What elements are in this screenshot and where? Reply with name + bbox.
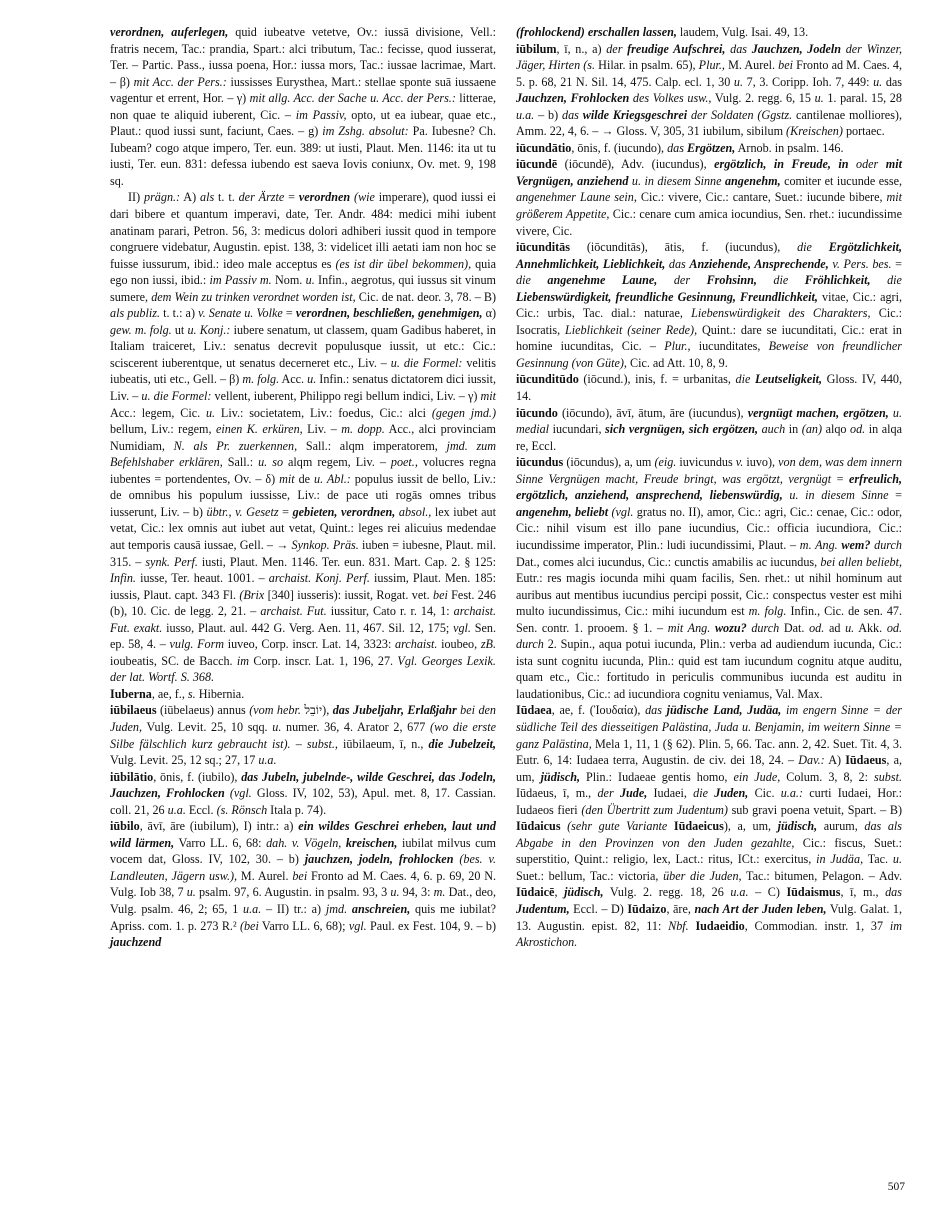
- entry-iucunde: iūcundē (iōcundē), Adv. (iucundus), ergötzlich, in Freude, in oder mit Vergnügen, anziehend u. in diesem Sinne angenehm, comiter et iucunde esse, angenehmer Laune sein, Cic.: vivere, Cic.: cantare, Suet.: iucunde bibere, mit größerem Appetite, Cic.: cenare cum amica iocundius, Sen. rhet.: iucundissime vivere, Cic.: [516, 157, 902, 238]
- entry-iubilatio: iūbilātio, ōnis, f. (iubilo), das Jubeln, jubelnde-, wilde Geschrei, das Jodeln, Jauchzen, Frohlocken (vgl. Gloss. IV, 102, 53), Apul. met. 8, 17. Cassian. coll. 21, 26 u.a. Eccl. (s. Rönsch Itala p. 74).: [110, 769, 496, 817]
- entry-iubilo: iūbilo, āvī, āre (iubilum), I) intr.: a) ein wildes Geschrei erheben, laut und wild lärmen, Varro LL. 6, 68: dah. v. Vögeln, kreischen, iubilat milvus cum vocem dat, Gloss. IV, 102, 30. – b) jauchzen, jodeln, frohlocken (bes. v. Landleuten, Jägern usw.), M. Aurel. bei Fronto ad M. Caes. 4, 6. p. 69, 20 N. Vulg. Iob 38, 7 u. psalm. 97, 6. Augustin. in psalm. 93, 3 u. 94, 3: m. Dat., deo, Vulg. psalm. 46, 2; 65, 1 u.a. – II) tr.: a) jmd. anschreien, quis me iubilat? Apriss. com. 1. p. 273 R.² (bei Varro LL. 6, 68); vgl. Paul. ex Fest. 104, 9. – b) jauchzend: [110, 819, 496, 950]
- entry-iucundo: iūcundo (iōcundo), āvī, ātum, āre (iucundus), vergnügt machen, ergötzen, u. medial iucundari, sich vergnügen, sich ergötzen, auch in (an) alqo od. in alqa re, Eccl.: [516, 405, 902, 453]
- entry-iuberna: Iuberna, ae, f., s. Hibernia.: [110, 686, 245, 701]
- entry-iubilo-continued: (frohlockend) erschallen lassen, laudem, Vulg. Isai. 49, 13.: [516, 25, 809, 39]
- entry-iucundatio: iūcundātio, ōnis, f. (iucundo), das Ergötzen, Arnob. in psalm. 146.: [516, 140, 844, 155]
- entry-iucundus: iūcundus (iōcundus), a, um (eig. iuvicundus v. iuvo), von dem, was dem innern Sinne Vergnügen macht, Freude bringt, was ergötzt, vergnügt = erfreulich, ergötzlich, anziehend, ansprechend, liebenswürdig, u. in diesem Sinne = angenehm, beliebt (vgl. gratus no. II), amor, Cic.: agri, Cic.: cenae, Cic.: odor, Cic.: nihil visum est illo pane iucundius, Cic.: officia iucundiora, Cic.: iucundissime imperator, Plin.: ludi iucundissimi, Plaut. – m. Ang. wem? durch Dat., comes alci iucundus, Cic.: cunctis amabilis ac iucundus, bei allen beliebt, Eutr.: res magis iocunda mihi quam facilis, Sen. rhet.: ut nihil hominum aut auribus aut mentibus iucundius percipi possit, Cic.: conspectus vester est mihi multo iucundissimus, Cic.: mihi iucundum est m. folg. Infin., Cic. de sen. 47. Sen. contr. 1. prooem. § 1. – mit Ang. wozu? durch Dat. od. ad u. Akk. od. durch 2. Supin., aqua potui iucunda, Plin.: verba ad audiendum iucunda, Cic.: ista sunt cognitu iucunda, Plin.: quid est tam iucundum cognitu atque auditu, quam etc., Cic.: fortitudo in periculis communibus iucunda est auditu in laudationibus, Cic.: ad iucundiora cognitu veniamus, Val. Max.: [516, 455, 903, 701]
- column-left: [110, 24, 496, 951]
- entry-iubilum: iūbilum, ī, n., a) der freudige Aufschrei, das Jauchzen, Jodeln der Winzer, Jäger, Hirten (s. Hilar. in psalm. 65), Plur., M. Aurel. bei Fronto ad M. Caes. 4, 5. p. 68, 21 N. Sil. 14, 475. Calp. ecl. 1, 30 u. 7, 3. Coripp. Ioh. 7, 449: u. das Jauchzen, Frohlocken des Volkes usw., Vulg. 2. regg. 6, 15 u. 1. paral. 15, 28 u.a. – b) das wilde Kriegsgeschrei der Soldaten (Ggstz. cantilenae molliores), Amm. 22, 4, 6. – → Gloss. V, 305, 31 iubilum, sibilum (Kreischen) portaec.: [516, 41, 903, 139]
- column-right: [516, 24, 902, 951]
- entry-iucunditas: iūcunditās (iōcunditās), ātis, f. (iucundus), die Ergötzlichkeit, Annehmlichkeit, Lieblichkeit, das Anziehende, Ansprechende, v. Pers. bes. = die angenehme Laune, der Frohsinn, die Fröhlichkeit, die Liebenswürdigkeit, freundliche Gesinnung, Freundlichkeit, vitae, Cic.: agri, Cic.: urbis, Tac. dial.: naturae, Liebenswürdigkeit des Charakters, Cic.: Isocratis, Lieblichkeit (seiner Rede), Quint.: dare se iucunditati, Cic.: erat in homine iucunditas, Cic. – Plur., iucunditates, Beweise von freundlicher Gesinnung (von Güte), Cic. ad Att. 10, 8, 9.: [516, 240, 903, 370]
- entry-iubilaeus: iūbilaeus (iūbelaeus) annus (vom hebr. יוֹבֵל), das Jubeljahr, Erlaßjahr bei den Juden, Vulg. Levit. 25, 10 sqq. u. numer. 36, 4. Arator 2, 677 (wo die erste Silbe fälschlich kurz gebraucht ist). – subst., iūbilaeum, ī, n., die Jubelzeit, Vulg. Levit. 25, 12 sq.; 27, 17 u.a.: [110, 703, 497, 768]
- entry-iudaea: Iūdaea, ae, f. (Ἰουδαία), das jüdische Land, Judäa, im engern Sinne = der südliche Teil des diesseitigen Palästina, Juda u. Benjamin, im weitern Sinne = ganz Palästina, Mela 1, 11, 1 (§ 62). Plin. 5, 66. Tac. ann. 2, 42. Suet. Tit. 4, 3. Eutr. 6, 14: Iudaea terra, Augustin. de civ. dei 18, 24. – Dav.: A) Iūdaeus, a, um, jüdisch, Plin.: Iudaeae gentis homo, ein Jude, Colum. 3, 8, 2: subst. Iūdaeus, ī, m., der Jude, Iudaei, die Juden, Cic. u.a.: curti Iudaei, Hor.: Iudaeos fieri (den Übertritt zum Judentum) sub gravi poena vetuit, Spart. – B) Iūdaicus (sehr gute Variante Iūdaeicus), a, um, jüdisch, aurum, das als Abgabe in den Provinzen von den Juden gezahlte, Cic.: fiscus, Suet.: superstitio, Quint.: religio, lex, Lact.: ritus, ICt.: exercitus, in Judäa, Tac. u. Suet.: bellum, Tac.: victoria, über die Juden, Tac.: bitumen, Pelagon. – Adv. Iūdaicē, jüdisch, Vulg. 2. regg. 18, 26 u.a. – C) Iūdaismus, ī, m., das Judentum, Eccl. – D) Iūdaizo, āre, nach Art der Juden leben, Vulg. Galat. 1, 13. Augustin. epist. 82, 11: Nbf. Iudaeidio, Commodian. instr. 1, 37 im Akrostichon.: [516, 703, 903, 950]
- page-number: 507: [887, 1181, 905, 1193]
- entry-iubeo-section-2: II) prägn.: A) als t. t. der Ärzte = verordnen (wie imperare), quod iussi ei dari bibere et quantum imperavi, date, Ter. Andr. 484: medici mihi iubent anatinam parari, Petron. 56, 3: medicus dolori adhiberi iussit quod in tempore congruere videbatur, Augustin. epist. 138, 3: videlicet illi aetati iam non hoc se fuisse iussurum, ibid.: ideo male acceptus es (es ist dir übel bekommen), quia ego non iussi, ibid.: im Passiv m. Nom. u. Infin., aegrotus, qui iussus sit vinum sumere, dem Wein zu trinken verordnet worden ist, Cic. de nat. deor. 3, 78. – B) als publiz. t. t.: a) v. Senate u. Volke = verordnen, beschließen, genehmigen, α) gew. m. folg. ut u. Konj.: iubere senatum, ut classem, quam Gadibus haberet, in Italiam traiceret, Liv.: senatus decrevit populusque iussit, ut etc.: Cic.: sciscerent iuberentque, ut senatus decerneret etc., Liv. – u. die Formel: velitis iubeatis, uti etc., Gell. – β) m. folg. Acc. u. Infin.: senatus dictatorem dici iussit, Liv. – u. die Formel: vellent, iuberent, Philippo regi bellum indici, Liv. – γ) mit Acc.: legem, Cic. u. Liv.: societatem, Liv.: foedus, Cic.: alci (gegen jmd.) bellum, Liv.: regem, einen K. erküren, Liv. – m. dopp. Acc., alci provinciam Numidiam, N. als Pr. zuerkennen, Sall.: alqm imperatorem, jmd. zum Befehlshaber erklären, Sall.: u. so alqm regem, Liv. – poet., volucres regna iubentes = portendentes, Ov. – δ) mit de u. Abl.: populus iussit de bello, Liv.: de omnibus his populum iussisse, Liv.: de pace uti rogās omnes tribus iusserunt, Liv. – b) übtr., v. Gesetz = gebieten, verordnen, absol., lex iubet aut vetat, Cic.: lex omnis aut iubet aut vetat, Quint.: leges rei alicuius medendae aut temporis causā iussae, Gell. – → Synkop. Präs. iuben = iubesne, Plaut. mil. 315. – synk. Perf. iusti, Plaut. Men. 1146. Ter. eun. 831. Mart. Cap. 2. § 125: Infin. iusse, Ter. heaut. 1001. – archaist. Konj. Perf. iussim, Plaut. Men. 185: iussis, Plaut. capt. 343 Fl. (Brix [340] iusseris): iussit, Rogat. vet. bei Fest. 246 (b), 10. Cic. de legg. 2, 21. – archaist. Fut. iussitur, Cato r. r. 14, 1: archaist. Fut. exakt. iusso, Plaut. aul. 442 G. Verg. Aen. 11, 467. Sil. 12, 175; vgl. Sen. ep. 58, 4. – vulg. Form iuveo, Corp. inscr. Lat. 14, 3323: archaist. ioubeo, zB. ioubeatis, SC. de Bacch. im Corp. inscr. Lat. 1, 196, 27. Vgl. Georges Lexik. der lat. Wortf. S. 368.: [110, 190, 497, 685]
- entry-iucunditudo: iūcunditūdo (iōcund.), inis, f. = urbanitas, die Leutseligkeit, Gloss. IV, 440, 14.: [516, 372, 903, 404]
- entry-iubeo-continued: verordnen, auferlegen, quid iubeatve vetetve, Ov.: iussā divisione, Vell.: fratris necem, Tac.: prandia, Spart.: alci tributum, Tac.: fecisse, quod iusserat, Ter. – Partic. Pass., iussa poena, Hor.: iussa mors, Tac.: iussae lacrimae, Mart. – β) mit Acc. der Pers.: iussisses Eurysthea, Mart.: stellae sponte suā iussaene vagentur et errent, Hor. – γ) mit allg. Acc. der Sache u. Acc. der Pers.: litterae, non quae te aliquid iuberent, Cic. – im Passiv, opto, ut ea iubear, quae etc., Plaut.: quod iussi sunt, faciunt, Caes. – g) im Zshg. absolut: Pa. Iubesne? Ch. Iubeam? cogo atque impero, Ter. eun. 389: ut iusti, Plaut. Men. 1146: ita ut tu iusti, Ter. eun. 831: defessa iubendo est saeva Iovis coniunx, Ov. met. 9, 198 sq.: [110, 25, 497, 188]
